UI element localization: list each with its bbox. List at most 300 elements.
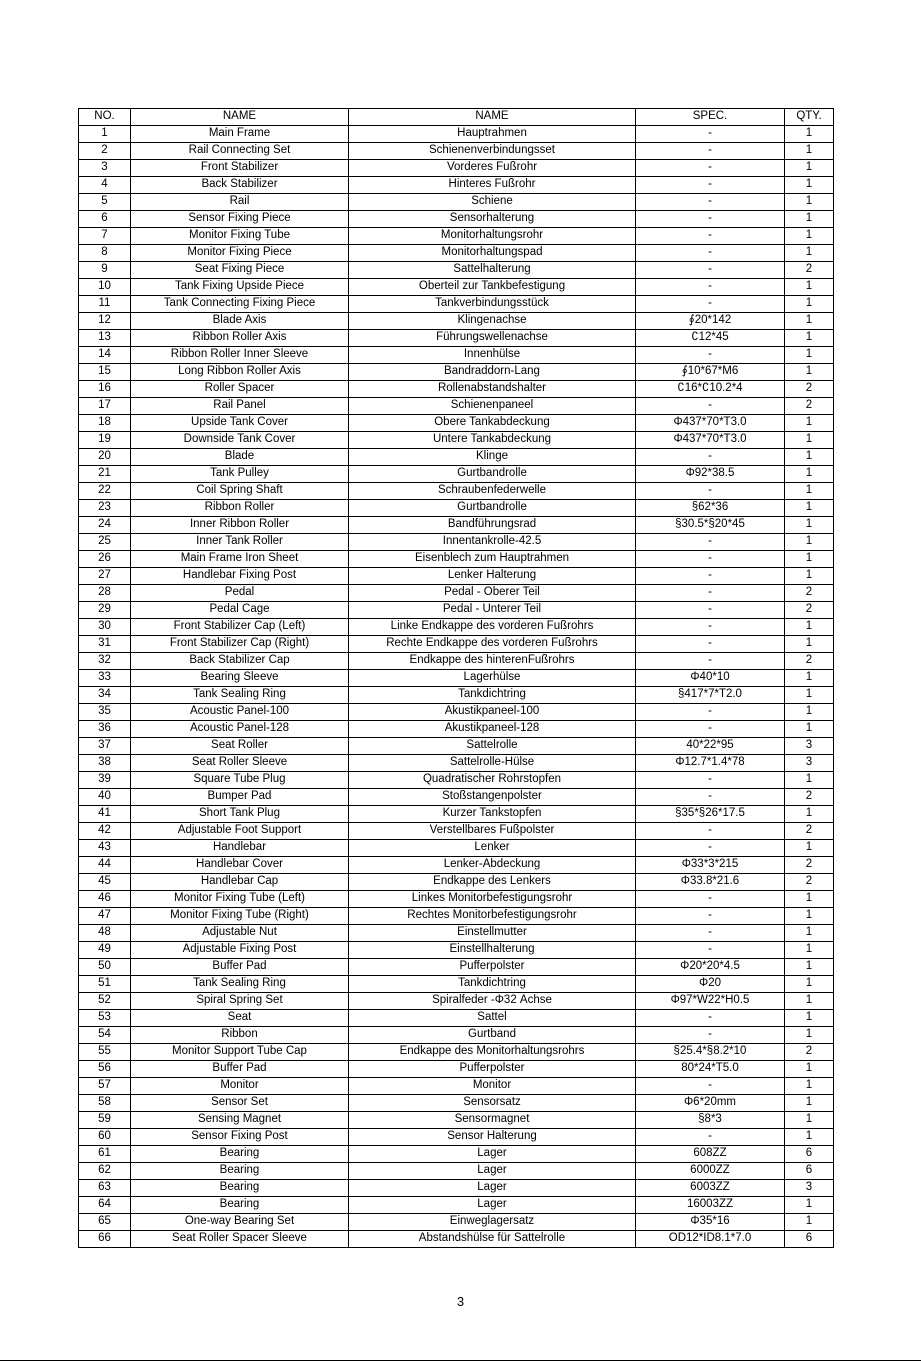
cell-qty: 1: [785, 1061, 834, 1078]
cell-qty: 1: [785, 1197, 834, 1214]
table-row: [79, 262, 834, 279]
cell-name-german: Sensormagnet: [349, 1112, 636, 1129]
cell-qty: 6: [785, 1163, 834, 1180]
cell-qty: 1: [785, 415, 834, 432]
cell-name-german: Monitorhaltungsrohr: [349, 228, 636, 245]
cell-no: 59: [79, 1112, 131, 1129]
cell-name-english: Monitor: [131, 1078, 349, 1095]
cell-qty: 2: [785, 653, 834, 670]
cell-name-german: Lenker: [349, 840, 636, 857]
cell-no: 46: [79, 891, 131, 908]
cell-qty: 1: [785, 1078, 834, 1095]
cell-no: 4: [79, 177, 131, 194]
cell-name-german: Linkes Monitorbefestigungsrohr: [349, 891, 636, 908]
cell-spec: 40*22*95: [636, 738, 785, 755]
cell-name-english: Seat: [131, 1010, 349, 1027]
cell-name-english: Bearing Sleeve: [131, 670, 349, 687]
table-row: [79, 1027, 834, 1044]
cell-name-german: Stoßstangenpolster: [349, 789, 636, 806]
cell-no: 28: [79, 585, 131, 602]
table-row: [79, 976, 834, 993]
cell-name-english: Front Stabilizer: [131, 160, 349, 177]
cell-no: 30: [79, 619, 131, 636]
cell-qty: 1: [785, 466, 834, 483]
cell-qty: 1: [785, 245, 834, 262]
cell-no: 2: [79, 143, 131, 160]
cell-no: 35: [79, 704, 131, 721]
cell-name-german: Endkappe des Monitorhaltungsrohrs: [349, 1044, 636, 1061]
cell-no: 62: [79, 1163, 131, 1180]
table-row: [79, 823, 834, 840]
cell-spec: -: [636, 245, 785, 262]
cell-qty: 2: [785, 381, 834, 398]
cell-qty: 1: [785, 687, 834, 704]
parts-list-table: [78, 108, 834, 1248]
cell-name-german: Bandführungsrad: [349, 517, 636, 534]
cell-name-german: Lenker-Abdeckung: [349, 857, 636, 874]
cell-no: 65: [79, 1214, 131, 1231]
cell-name-english: Rail Panel: [131, 398, 349, 415]
cell-name-german: Tankdichtring: [349, 976, 636, 993]
cell-qty: 1: [785, 1129, 834, 1146]
cell-no: 55: [79, 1044, 131, 1061]
cell-name-english: Spiral Spring Set: [131, 993, 349, 1010]
cell-name-german: Monitor: [349, 1078, 636, 1095]
cell-spec: -: [636, 1027, 785, 1044]
cell-no: 52: [79, 993, 131, 1010]
cell-no: 18: [79, 415, 131, 432]
cell-spec: -: [636, 211, 785, 228]
cell-name-german: Schraubenfederwelle: [349, 483, 636, 500]
cell-qty: 1: [785, 908, 834, 925]
cell-name-english: Short Tank Plug: [131, 806, 349, 823]
cell-no: 53: [79, 1010, 131, 1027]
cell-qty: 1: [785, 347, 834, 364]
cell-name-german: Lenker Halterung: [349, 568, 636, 585]
cell-no: 11: [79, 296, 131, 313]
header-spec: SPEC.: [636, 109, 785, 126]
cell-no: 21: [79, 466, 131, 483]
cell-name-german: Pufferpolster: [349, 1061, 636, 1078]
cell-no: 13: [79, 330, 131, 347]
cell-name-english: Pedal Cage: [131, 602, 349, 619]
cell-qty: 1: [785, 772, 834, 789]
cell-spec: OD12*ID8.1*7.0: [636, 1231, 785, 1248]
cell-spec: -: [636, 585, 785, 602]
cell-no: 27: [79, 568, 131, 585]
table-row: [79, 177, 834, 194]
cell-name-english: Ribbon Roller Axis: [131, 330, 349, 347]
cell-name-english: Bearing: [131, 1146, 349, 1163]
cell-name-german: Sensor Halterung: [349, 1129, 636, 1146]
table-row: [79, 670, 834, 687]
cell-name-english: Buffer Pad: [131, 1061, 349, 1078]
table-row: [79, 806, 834, 823]
table-row: [79, 874, 834, 891]
cell-spec: Φ437*70*T3.0: [636, 432, 785, 449]
cell-name-english: Monitor Fixing Tube (Left): [131, 891, 349, 908]
cell-name-german: Kurzer Tankstopfen: [349, 806, 636, 823]
cell-name-english: Bumper Pad: [131, 789, 349, 806]
table-row: [79, 1112, 834, 1129]
cell-spec: -: [636, 704, 785, 721]
table-row: [79, 602, 834, 619]
table-row: [79, 279, 834, 296]
cell-spec: -: [636, 925, 785, 942]
cell-name-english: Blade Axis: [131, 313, 349, 330]
table-row: [79, 551, 834, 568]
cell-name-english: Handlebar Cover: [131, 857, 349, 874]
cell-name-english: Blade: [131, 449, 349, 466]
cell-name-german: Obere Tankabdeckung: [349, 415, 636, 432]
cell-spec: 608ZZ: [636, 1146, 785, 1163]
cell-name-english: Rail Connecting Set: [131, 143, 349, 160]
cell-spec: Φ6*20mm: [636, 1095, 785, 1112]
bottom-divider: [0, 1360, 921, 1361]
cell-no: 8: [79, 245, 131, 262]
header-no: NO.: [79, 109, 131, 126]
cell-spec: -: [636, 262, 785, 279]
table-row: [79, 925, 834, 942]
cell-spec: -: [636, 296, 785, 313]
cell-no: 40: [79, 789, 131, 806]
cell-qty: 1: [785, 483, 834, 500]
cell-spec: Φ35*16: [636, 1214, 785, 1231]
cell-spec: -: [636, 619, 785, 636]
cell-qty: 2: [785, 1044, 834, 1061]
cell-spec: -: [636, 942, 785, 959]
cell-no: 43: [79, 840, 131, 857]
table-row: [79, 1010, 834, 1027]
table-row: [79, 449, 834, 466]
cell-spec: -: [636, 772, 785, 789]
cell-name-english: Inner Tank Roller: [131, 534, 349, 551]
page-number: 3: [456, 1294, 465, 1309]
cell-qty: 1: [785, 619, 834, 636]
table-row: [79, 1180, 834, 1197]
cell-no: 36: [79, 721, 131, 738]
cell-qty: 1: [785, 194, 834, 211]
cell-qty: 2: [785, 398, 834, 415]
cell-no: 15: [79, 364, 131, 381]
cell-no: 20: [79, 449, 131, 466]
cell-no: 29: [79, 602, 131, 619]
cell-spec: 6003ZZ: [636, 1180, 785, 1197]
cell-no: 14: [79, 347, 131, 364]
cell-name-german: Gurtbandrolle: [349, 466, 636, 483]
cell-name-english: Handlebar Fixing Post: [131, 568, 349, 585]
cell-qty: 2: [785, 874, 834, 891]
cell-no: 50: [79, 959, 131, 976]
cell-qty: 1: [785, 228, 834, 245]
header-name-german: NAME: [349, 109, 636, 126]
table-body: [79, 126, 834, 1248]
cell-no: 51: [79, 976, 131, 993]
cell-name-english: Tank Sealing Ring: [131, 687, 349, 704]
cell-spec: -: [636, 398, 785, 415]
cell-name-german: Tankverbindungsstück: [349, 296, 636, 313]
cell-name-english: Coil Spring Shaft: [131, 483, 349, 500]
cell-no: 63: [79, 1180, 131, 1197]
cell-spec: -: [636, 143, 785, 160]
cell-qty: 2: [785, 262, 834, 279]
cell-name-english: Ribbon Roller Inner Sleeve: [131, 347, 349, 364]
cell-name-english: Sensing Magnet: [131, 1112, 349, 1129]
cell-spec: -: [636, 1078, 785, 1095]
cell-spec: Φ20*20*4.5: [636, 959, 785, 976]
cell-name-german: Sattelhalterung: [349, 262, 636, 279]
cell-spec: -: [636, 602, 785, 619]
cell-name-german: Endkappe des Lenkers: [349, 874, 636, 891]
cell-no: 42: [79, 823, 131, 840]
cell-spec: Φ97*W22*H0.5: [636, 993, 785, 1010]
cell-name-english: Roller Spacer: [131, 381, 349, 398]
cell-name-german: Monitorhaltungspad: [349, 245, 636, 262]
table-row: [79, 194, 834, 211]
cell-no: 34: [79, 687, 131, 704]
table-row: [79, 364, 834, 381]
table-row: [79, 1146, 834, 1163]
cell-no: 66: [79, 1231, 131, 1248]
cell-qty: 1: [785, 177, 834, 194]
cell-qty: 1: [785, 551, 834, 568]
cell-spec: Φ33.8*21.6: [636, 874, 785, 891]
cell-qty: 1: [785, 500, 834, 517]
table-row: [79, 993, 834, 1010]
cell-name-english: Adjustable Nut: [131, 925, 349, 942]
cell-qty: 1: [785, 942, 834, 959]
cell-qty: 6: [785, 1231, 834, 1248]
cell-name-german: Oberteil zur Tankbefestigung: [349, 279, 636, 296]
cell-name-german: Lager: [349, 1180, 636, 1197]
cell-qty: 1: [785, 1112, 834, 1129]
table-row: [79, 585, 834, 602]
table-row: [79, 653, 834, 670]
cell-spec: -: [636, 177, 785, 194]
cell-name-german: Abstandshülse für Sattelrolle: [349, 1231, 636, 1248]
cell-spec: §62*36: [636, 500, 785, 517]
cell-qty: 1: [785, 806, 834, 823]
cell-spec: -: [636, 228, 785, 245]
cell-spec: §30.5*§20*45: [636, 517, 785, 534]
cell-no: 33: [79, 670, 131, 687]
cell-name-english: Downside Tank Cover: [131, 432, 349, 449]
cell-qty: 1: [785, 1010, 834, 1027]
cell-name-english: Seat Fixing Piece: [131, 262, 349, 279]
cell-name-german: Akustikpaneel-128: [349, 721, 636, 738]
cell-qty: 1: [785, 840, 834, 857]
cell-name-english: Ribbon Roller: [131, 500, 349, 517]
cell-name-english: Handlebar Cap: [131, 874, 349, 891]
table-header-row: [79, 109, 834, 126]
cell-spec: -: [636, 636, 785, 653]
cell-no: 48: [79, 925, 131, 942]
cell-no: 58: [79, 1095, 131, 1112]
cell-spec: -: [636, 840, 785, 857]
table-row: [79, 381, 834, 398]
table-row: [79, 959, 834, 976]
cell-name-english: Seat Roller Sleeve: [131, 755, 349, 772]
cell-name-english: Acoustic Panel-100: [131, 704, 349, 721]
cell-name-english: Tank Fixing Upside Piece: [131, 279, 349, 296]
cell-spec: -: [636, 534, 785, 551]
cell-spec: Φ12.7*1.4*78: [636, 755, 785, 772]
table-row: [79, 126, 834, 143]
cell-name-german: Akustikpaneel-100: [349, 704, 636, 721]
table-row: [79, 942, 834, 959]
table-row: [79, 619, 834, 636]
cell-spec: -: [636, 126, 785, 143]
cell-no: 41: [79, 806, 131, 823]
cell-name-german: Spiralfeder -Φ32 Achse: [349, 993, 636, 1010]
cell-no: 1: [79, 126, 131, 143]
cell-name-english: Adjustable Fixing Post: [131, 942, 349, 959]
table-row: [79, 636, 834, 653]
cell-name-english: Back Stabilizer: [131, 177, 349, 194]
table-row: [79, 721, 834, 738]
cell-qty: 1: [785, 1214, 834, 1231]
cell-name-english: Monitor Fixing Piece: [131, 245, 349, 262]
table-row: [79, 704, 834, 721]
cell-no: 47: [79, 908, 131, 925]
cell-name-english: Ribbon: [131, 1027, 349, 1044]
cell-spec: -: [636, 483, 785, 500]
cell-name-english: Seat Roller Spacer Sleeve: [131, 1231, 349, 1248]
cell-no: 31: [79, 636, 131, 653]
table-row: [79, 891, 834, 908]
cell-spec: ∮20*142: [636, 313, 785, 330]
cell-no: 45: [79, 874, 131, 891]
cell-name-german: Einstellmutter: [349, 925, 636, 942]
cell-qty: 1: [785, 704, 834, 721]
table-row: [79, 245, 834, 262]
cell-qty: 2: [785, 789, 834, 806]
cell-qty: 1: [785, 330, 834, 347]
cell-name-german: Innenhülse: [349, 347, 636, 364]
table-row: [79, 772, 834, 789]
cell-name-english: Main Frame Iron Sheet: [131, 551, 349, 568]
cell-name-german: Gurtband: [349, 1027, 636, 1044]
cell-name-german: Einstellhalterung: [349, 942, 636, 959]
cell-no: 19: [79, 432, 131, 449]
cell-name-german: Lager: [349, 1146, 636, 1163]
table-row: [79, 296, 834, 313]
cell-no: 3: [79, 160, 131, 177]
table-row: [79, 483, 834, 500]
table-row: [79, 1214, 834, 1231]
cell-name-german: Vorderes Fußrohr: [349, 160, 636, 177]
cell-spec: Φ20: [636, 976, 785, 993]
cell-name-german: Bandraddorn-Lang: [349, 364, 636, 381]
cell-spec: -: [636, 789, 785, 806]
cell-spec: 16003ZZ: [636, 1197, 785, 1214]
cell-name-english: Sensor Fixing Piece: [131, 211, 349, 228]
cell-no: 61: [79, 1146, 131, 1163]
cell-name-english: Front Stabilizer Cap (Right): [131, 636, 349, 653]
cell-name-german: Endkappe des hinterenFußrohrs: [349, 653, 636, 670]
cell-no: 17: [79, 398, 131, 415]
cell-name-german: Sensorsatz: [349, 1095, 636, 1112]
cell-name-german: Lagerhülse: [349, 670, 636, 687]
table-row: [79, 738, 834, 755]
cell-name-german: Schiene: [349, 194, 636, 211]
cell-name-german: Tankdichtring: [349, 687, 636, 704]
cell-spec: Φ33*3*215: [636, 857, 785, 874]
cell-spec: ∁12*45: [636, 330, 785, 347]
cell-qty: 1: [785, 432, 834, 449]
cell-name-german: Lager: [349, 1163, 636, 1180]
table-row: [79, 211, 834, 228]
cell-name-english: Pedal: [131, 585, 349, 602]
table-row: [79, 1129, 834, 1146]
cell-qty: 1: [785, 993, 834, 1010]
cell-qty: 1: [785, 313, 834, 330]
table-row: [79, 313, 834, 330]
cell-no: 64: [79, 1197, 131, 1214]
cell-name-english: Tank Sealing Ring: [131, 976, 349, 993]
cell-name-german: Klingenachse: [349, 313, 636, 330]
table-row: [79, 755, 834, 772]
cell-spec: Φ40*10: [636, 670, 785, 687]
cell-name-german: Gurtbandrolle: [349, 500, 636, 517]
table-row: [79, 1078, 834, 1095]
cell-spec: §25.4*§8.2*10: [636, 1044, 785, 1061]
cell-spec: -: [636, 449, 785, 466]
cell-qty: 1: [785, 670, 834, 687]
cell-name-english: Back Stabilizer Cap: [131, 653, 349, 670]
cell-spec: -: [636, 1010, 785, 1027]
cell-spec: -: [636, 908, 785, 925]
cell-name-english: Seat Roller: [131, 738, 349, 755]
cell-spec: -: [636, 653, 785, 670]
table-row: [79, 1231, 834, 1248]
cell-name-german: Untere Tankabdeckung: [349, 432, 636, 449]
cell-name-english: Acoustic Panel-128: [131, 721, 349, 738]
cell-name-english: One-way Bearing Set: [131, 1214, 349, 1231]
cell-name-english: Adjustable Foot Support: [131, 823, 349, 840]
cell-qty: 1: [785, 1027, 834, 1044]
cell-name-english: Square Tube Plug: [131, 772, 349, 789]
cell-qty: 3: [785, 738, 834, 755]
cell-qty: 1: [785, 279, 834, 296]
cell-spec: ∁16*∁10.2*4: [636, 381, 785, 398]
cell-no: 12: [79, 313, 131, 330]
cell-qty: 1: [785, 891, 834, 908]
cell-qty: 2: [785, 585, 834, 602]
cell-qty: 2: [785, 857, 834, 874]
cell-name-german: Schienenpaneel: [349, 398, 636, 415]
cell-qty: 1: [785, 1095, 834, 1112]
table-row: [79, 347, 834, 364]
table-row: [79, 432, 834, 449]
cell-no: 32: [79, 653, 131, 670]
cell-qty: 6: [785, 1146, 834, 1163]
cell-no: 23: [79, 500, 131, 517]
cell-no: 6: [79, 211, 131, 228]
cell-qty: 2: [785, 823, 834, 840]
cell-no: 10: [79, 279, 131, 296]
cell-name-english: Rail: [131, 194, 349, 211]
cell-name-german: Klinge: [349, 449, 636, 466]
table-row: [79, 687, 834, 704]
cell-no: 38: [79, 755, 131, 772]
cell-name-german: Schienenverbindungsset: [349, 143, 636, 160]
cell-spec: -: [636, 279, 785, 296]
table-row: [79, 789, 834, 806]
cell-name-german: Linke Endkappe des vorderen Fußrohrs: [349, 619, 636, 636]
table-row: [79, 1044, 834, 1061]
cell-name-german: Innentankrolle-42.5: [349, 534, 636, 551]
